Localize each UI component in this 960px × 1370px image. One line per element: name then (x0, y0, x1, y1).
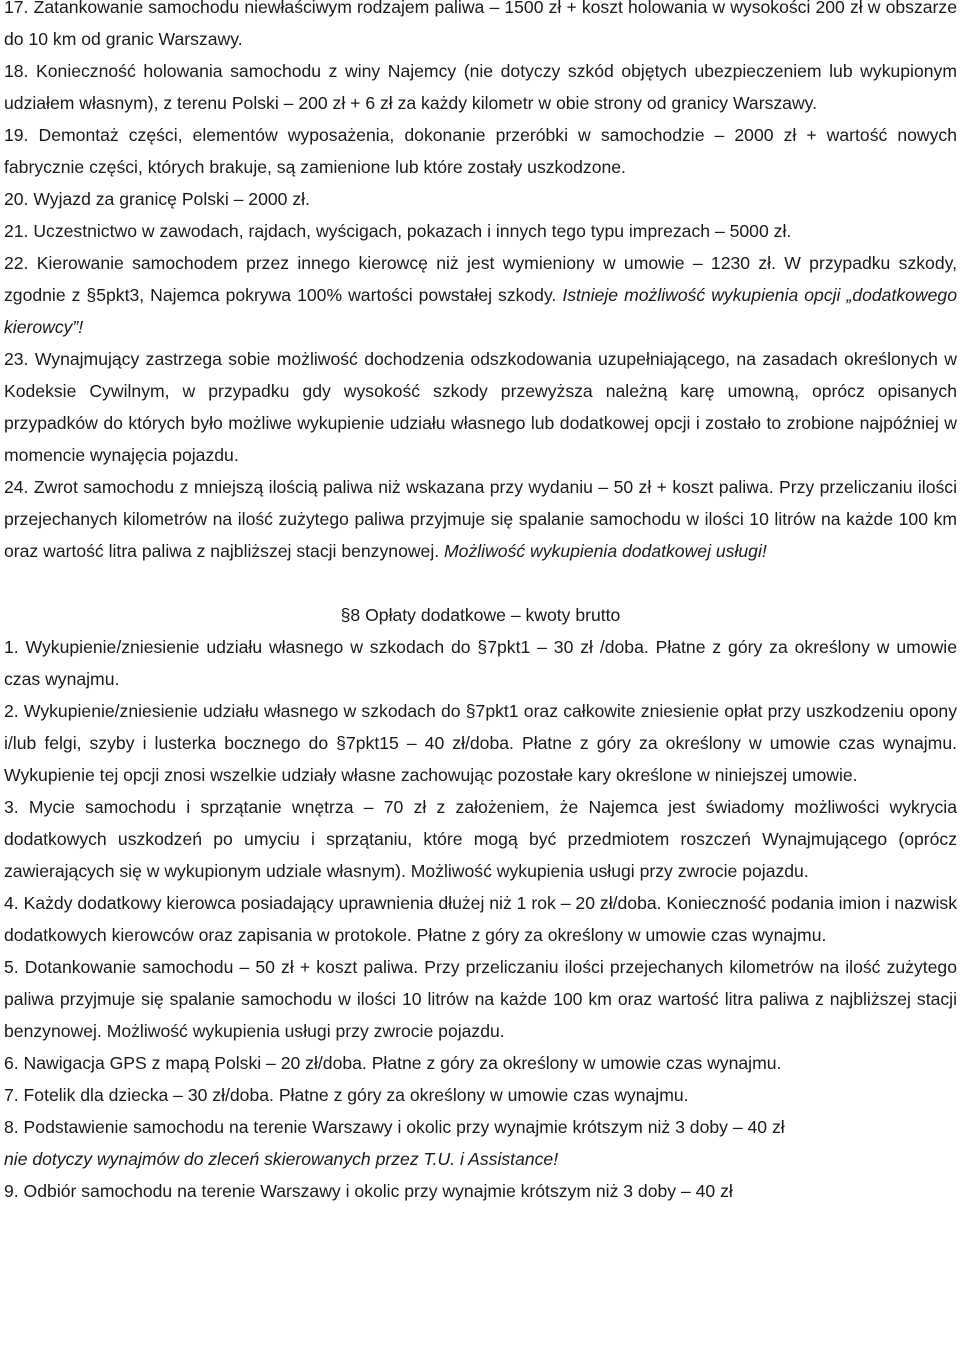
fee-1: 1. Wykupienie/zniesienie udziału własnego w szkodach do §7pkt1 – 30 zł /doba. Płatne z góry za określony w umowie czas wynajmu. (4, 637, 957, 689)
term-23: 23. Wynajmujący zastrzega sobie możliwość dochodzenia odszkodowania uzupełniającego, na zasadach określonych w Kodeksie Cywilnym, w przypadku gdy wysokość szkody przewyższa należną karę umowną, oprócz opisanych przypadków do których było możliwe wykupienie udziału własnego lub dodatkowej opcji i zostało to zrobione najpóźniej w momencie wynajęcia pojazdu. (4, 349, 957, 465)
term-18: 18. Konieczność holowania samochodu z winy Najemcy (nie dotyczy szkód objętych ubezpieczeniem lub wykupionym udziałem własnym), z terenu Polski – 200 zł + 6 zł za każdy kilometr w obie strony od granicy Warszawy. (4, 61, 957, 113)
term-22: 22. Kierowanie samochodem przez innego kierowcę niż jest wymieniony w umowie – 1230 zł. W przypadku szkody, zgodnie z §5pkt3, Najemca pokrywa 100% wartości powstałej szkody. Istnieje możliwość wykupienia opcji „dodatkowego kierowcy”! (4, 253, 957, 337)
term-19: 19. Demontaż części, elementów wyposażenia, dokonanie przeróbki w samochodzie – 2000 zł + wartość nowych fabrycznie części, których brakuje, są zamienione lub które zostały uszkodzone. (4, 125, 957, 177)
term-24-note: Możliwość wykupienia dodatkowej usługi! (444, 541, 767, 561)
term-17: 17. Zatankowanie samochodu niewłaściwym rodzajem paliwa – 1500 zł + koszt holowania w wysokości 200 zł w obszarze do 10 km od granic Warszawy. (4, 0, 957, 49)
fee-8-note: nie dotyczy wynajmów do zleceń skierowanych przez T.U. i Assistance! (4, 1149, 559, 1169)
fee-9: 9. Odbiór samochodu na terenie Warszawy i okolic przy wynajmie krótszym niż 3 doby – 40 zł (4, 1181, 733, 1201)
term-24: 24. Zwrot samochodu z mniejszą ilością paliwa niż wskazana przy wydaniu – 50 zł + koszt paliwa. Przy przeliczaniu ilości przejechanych kilometrów na ilość zużytego paliwa przyjmuje się spalanie samochodu w ilości 10 litrów na każde 100 km oraz wartość litra paliwa z najbliższej stacji benzynowej. Możliwość wykupienia dodatkowej usługi! (4, 477, 957, 561)
fee-4: 4. Każdy dodatkowy kierowca posiadający uprawnienia dłużej niż 1 rok – 20 zł/doba. Konieczność podania imion i nazwisk dodatkowych kierowców oraz zapisania w protokole. Płatne z góry za określony w umowie czas wynajmu. (4, 893, 957, 945)
fee-7: 7. Fotelik dla dziecka – 30 zł/doba. Płatne z góry za określony w umowie czas wynajmu. (4, 1085, 689, 1105)
term-20: 20. Wyjazd za granicę Polski – 2000 zł. (4, 189, 310, 209)
fee-2: 2. Wykupienie/zniesienie udziału własnego w szkodach do §7pkt1 oraz całkowite zniesienie opłat przy uszkodzeniu opony i/lub felgi, szyby i lusterka bocznego do §7pkt15 – 40 zł/doba. Płatne z góry za określony w umowie czas wynajmu. Wykupienie tej opcji znosi wszelkie udziały własne zachowując pozostałe kary określone w niniejszej umowie. (4, 701, 957, 785)
fee-5: 5. Dotankowanie samochodu – 50 zł + koszt paliwa. Przy przeliczaniu ilości przejechanych kilometrów na ilość zużytego paliwa przyjmuje się spalanie samochodu w ilości 10 litrów na każde 100 km oraz wartość litra paliwa z najbliższej stacji benzynowej. Możliwość wykupienia usługi przy zwrocie pojazdu. (4, 957, 957, 1041)
term-22-note: Istnieje możliwość wykupienia opcji „dodatkowego kierowcy”! (4, 285, 957, 337)
fee-3: 3. Mycie samochodu i sprzątanie wnętrza – 70 zł z założeniem, że Najemca jest świadomy możliwości wykrycia dodatkowych uszkodzeń po umyciu i sprzątaniu, które mogą być przedmiotem roszczeń Wynajmującego (oprócz zawierających się w wykupionym udziale własnym). Możliwość wykupienia usługi przy zwrocie pojazdu. (4, 797, 957, 881)
document-page (4, 0, 957, 1207)
fee-6: 6. Nawigacja GPS z mapą Polski – 20 zł/doba. Płatne z góry za określony w umowie czas wynajmu. (4, 1053, 782, 1073)
term-21: 21. Uczestnictwo w zawodach, rajdach, wyścigach, pokazach i innych tego typu imprezach – 5000 zł. (4, 221, 792, 241)
fee-8: 8. Podstawienie samochodu na terenie Warszawy i okolic przy wynajmie krótszym niż 3 doby – 40 zł (4, 1117, 785, 1137)
section-heading: §8 Opłaty dodatkowe – kwoty brutto (340, 605, 621, 625)
